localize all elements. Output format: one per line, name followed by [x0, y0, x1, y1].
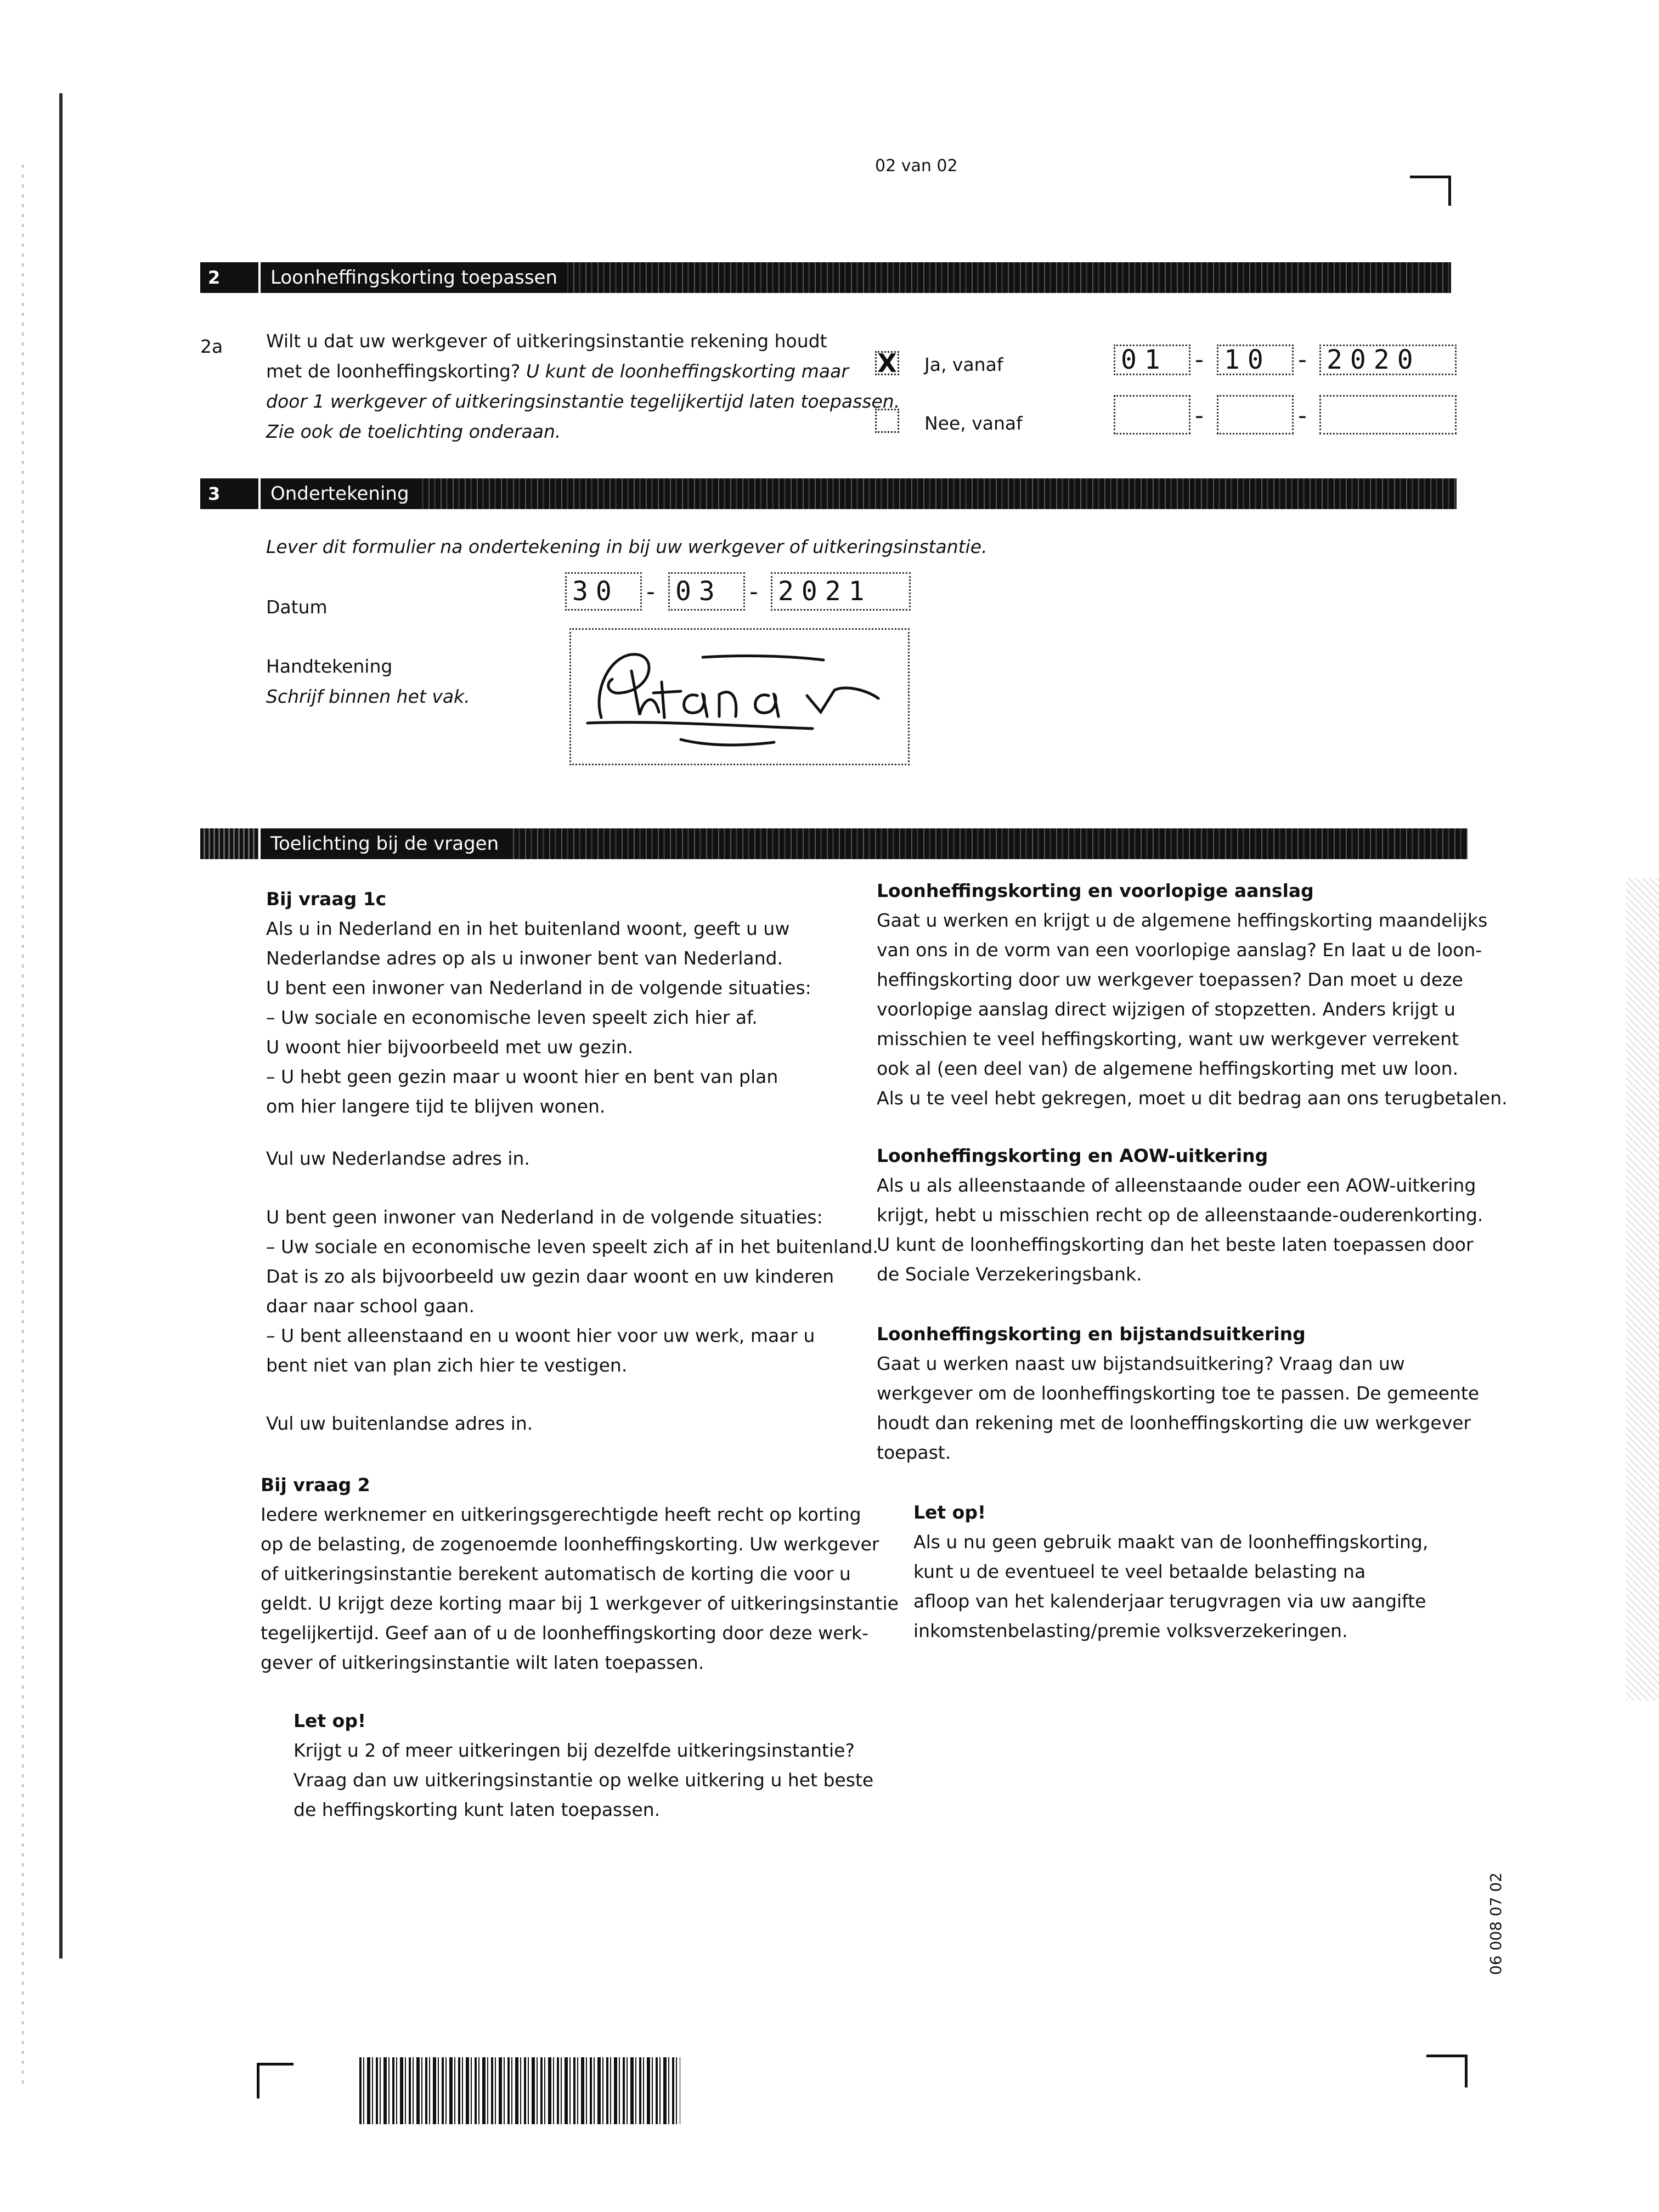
question-line-3: door 1 werkgever of uitkeringsinstantie tegelijkertijd laten toepassen.: [266, 391, 900, 412]
q1c-nonres-line: – Uw sociale en economische leven speelt zich af in het buitenland.: [266, 1236, 878, 1257]
note-heading: Let op!: [913, 1502, 986, 1523]
signature-icon: [571, 630, 908, 764]
prov-line: Gaat u werken en krijgt u de algemene heffingskorting maandelijks: [877, 910, 1488, 931]
prov-line: van ons in de vorm van een voorlopige aanslag? En laat u de loon-: [877, 939, 1482, 961]
q2-note-heading: Let op!: [294, 1710, 366, 1731]
q1c-line: U woont hier bijvoorbeeld met uw gezin.: [266, 1036, 634, 1058]
section-2-title: Loonheffingskorting toepassen: [261, 262, 567, 293]
aow-line: krijgt, hebt u misschien recht op de alleenstaande-ouderenkorting.: [877, 1204, 1483, 1226]
q2-heading: Bij vraag 2: [261, 1474, 370, 1496]
aow-line: de Sociale Verzekeringsbank.: [877, 1263, 1142, 1285]
scan-edge-line: [59, 93, 63, 1959]
bijstand-line: houdt dan rekening met de loonheffingskorting die uw werkgever: [877, 1412, 1471, 1434]
date-separator: -: [749, 578, 758, 606]
no-label: Nee, vanaf: [924, 413, 1023, 434]
question-line-2-italic: U kunt de loonheffingskorting maar: [526, 360, 849, 382]
yes-date-day[interactable]: 01: [1114, 345, 1190, 375]
page-number: 02 van 02: [875, 156, 958, 176]
q1c-line: – U hebt geen gezin maar u woont hier en bent van plan: [266, 1066, 778, 1087]
sign-date-year[interactable]: 2021: [771, 572, 911, 611]
q2-line: geldt. U krijgt deze korting maar bij 1 werkgever of uitkeringsinstantie: [261, 1593, 899, 1614]
explanation-marker: [200, 828, 261, 859]
prov-line: misschien te veel heffingskorting, want uw werkgever verrekent: [877, 1028, 1459, 1049]
signature-box[interactable]: [569, 628, 910, 765]
form-code: 06 008 07 02: [1487, 1872, 1505, 1975]
bijstand-line: Gaat u werken naast uw bijstandsuitkering? Vraag dan uw: [877, 1353, 1405, 1374]
q1c-line: om hier langere tijd te blijven wonen.: [266, 1096, 606, 1117]
signature-hint: Schrijf binnen het vak.: [266, 686, 470, 707]
q1c-nonres-line: U bent geen inwoner van Nederland in de volgende situaties:: [266, 1206, 823, 1228]
question-line-1: Wilt u dat uw werkgever of uitkeringsinstantie rekening houdt: [266, 330, 827, 352]
question-line-2-normal: met de loonheffingskorting?: [266, 360, 521, 382]
section-2-number: 2: [200, 262, 261, 293]
no-date-year[interactable]: [1319, 395, 1457, 435]
note-line: afloop van het kalenderjaar terugvragen via uw aangifte: [913, 1590, 1426, 1612]
question-line-4: Zie ook de toelichting onderaan.: [266, 421, 561, 442]
no-checkbox[interactable]: [875, 409, 899, 433]
note-line: Als u nu geen gebruik maakt van de loonheffingskorting,: [913, 1531, 1429, 1553]
q2-line: Iedere werknemer en uitkeringsgerechtigde heeft recht op korting: [261, 1504, 861, 1525]
date-separator: -: [1195, 402, 1204, 430]
date-label: Datum: [266, 596, 328, 618]
scan-noise: [1626, 878, 1659, 1701]
explanation-header: [200, 828, 1468, 859]
prov-line: heffingskorting door uw werkgever toepassen? Dan moet u deze: [877, 969, 1463, 990]
note-line: kunt u de eventueel te veel betaalde belasting na: [913, 1561, 1366, 1582]
note-line: inkomstenbelasting/premie volksverzekeringen.: [913, 1620, 1348, 1641]
q2-line: of uitkeringsinstantie berekent automatisch de korting die voor u: [261, 1563, 851, 1584]
q2-note-line: de heffingskorting kunt laten toepassen.: [294, 1799, 661, 1820]
yes-checkbox[interactable]: X: [875, 351, 899, 375]
date-separator: -: [1298, 346, 1307, 374]
corner-mark-bottom-left: [257, 2063, 294, 2098]
question-line-2: [266, 357, 849, 386]
aow-line: Als u als alleenstaande of alleenstaande ouder een AOW-uitkering: [877, 1175, 1476, 1196]
signing-instruction: Lever dit formulier na ondertekening in bij uw werkgever of uitkeringsinstantie.: [266, 536, 988, 557]
q1c-heading: Bij vraag 1c: [266, 888, 387, 910]
q1c-fill-nl: Vul uw Nederlandse adres in.: [266, 1148, 530, 1169]
date-separator: -: [646, 578, 655, 606]
aow-line: U kunt de loonheffingskorting dan het beste laten toepassen door: [877, 1234, 1474, 1255]
q2-line: gever of uitkeringsinstantie wilt laten toepassen.: [261, 1652, 704, 1673]
q1c-line: Als u in Nederland en in het buitenland woont, geeft u uw: [266, 918, 790, 939]
q1c-line: U bent een inwoner van Nederland in de volgende situaties:: [266, 977, 811, 998]
date-separator: -: [1195, 346, 1204, 374]
yes-label: Ja, vanaf: [924, 354, 1003, 375]
section-3-title: Ondertekening: [261, 478, 419, 509]
q2-line: tegelijkertijd. Geef aan of u de loonheffingskorting door deze werk-: [261, 1622, 868, 1644]
barcode-icon: [359, 2057, 680, 2124]
aow-heading: Loonheffingskorting en AOW-uitkering: [877, 1145, 1268, 1166]
section-3-header: [200, 478, 1457, 509]
prov-heading: Loonheffingskorting en voorlopige aanslag: [877, 880, 1314, 901]
no-date-month[interactable]: [1217, 395, 1294, 435]
corner-mark-bottom-right: [1426, 2055, 1468, 2087]
sign-date-day[interactable]: 30: [565, 572, 642, 611]
date-separator: -: [1298, 402, 1307, 430]
section-3-number: 3: [200, 478, 261, 509]
yes-date-year[interactable]: 2020: [1319, 345, 1457, 375]
corner-mark-top-right: [1410, 176, 1451, 206]
bijstand-line: toepast.: [877, 1442, 951, 1463]
yes-date-month[interactable]: 10: [1217, 345, 1294, 375]
prov-line: Als u te veel hebt gekregen, moet u dit bedrag aan ons terugbetalen.: [877, 1087, 1508, 1109]
q1c-line: – Uw sociale en economische leven speelt zich hier af.: [266, 1007, 758, 1028]
q2-note-line: Vraag dan uw uitkeringsinstantie op welke uitkering u het beste: [294, 1769, 874, 1791]
q2-line: op de belasting, de zogenoemde loonheffingskorting. Uw werkgever: [261, 1533, 879, 1555]
bijstand-line: werkgever om de loonheffingskorting toe te passen. De gemeente: [877, 1383, 1480, 1404]
prov-line: voorlopige aanslag direct wijzigen of stopzetten. Anders krijgt u: [877, 998, 1455, 1020]
bijstand-heading: Loonheffingskorting en bijstandsuitkering: [877, 1323, 1306, 1345]
q1c-fill-foreign: Vul uw buitenlandse adres in.: [266, 1413, 533, 1434]
q1c-nonres-line: daar naar school gaan.: [266, 1295, 475, 1317]
q1c-nonres-line: – U bent alleenstaand en u woont hier voor uw werk, maar u: [266, 1325, 815, 1346]
explanation-title: Toelichting bij de vragen: [261, 828, 509, 859]
sign-date-month[interactable]: 03: [668, 572, 745, 611]
q1c-line: Nederlandse adres op als u inwoner bent van Nederland.: [266, 947, 783, 969]
q1c-nonres-line: bent niet van plan zich hier te vestigen.: [266, 1355, 628, 1376]
scan-edge-dots: [22, 165, 24, 2085]
signature-label: Handtekening: [266, 656, 393, 677]
section-2-header: [200, 262, 1451, 293]
no-date-day[interactable]: [1114, 395, 1190, 435]
question-number: 2a: [200, 336, 223, 357]
q1c-nonres-line: Dat is zo als bijvoorbeeld uw gezin daar woont en uw kinderen: [266, 1266, 834, 1287]
prov-line: ook al (een deel van) de algemene heffingskorting met uw loon.: [877, 1058, 1459, 1079]
q2-note-line: Krijgt u 2 of meer uitkeringen bij dezelfde uitkeringsinstantie?: [294, 1740, 855, 1761]
